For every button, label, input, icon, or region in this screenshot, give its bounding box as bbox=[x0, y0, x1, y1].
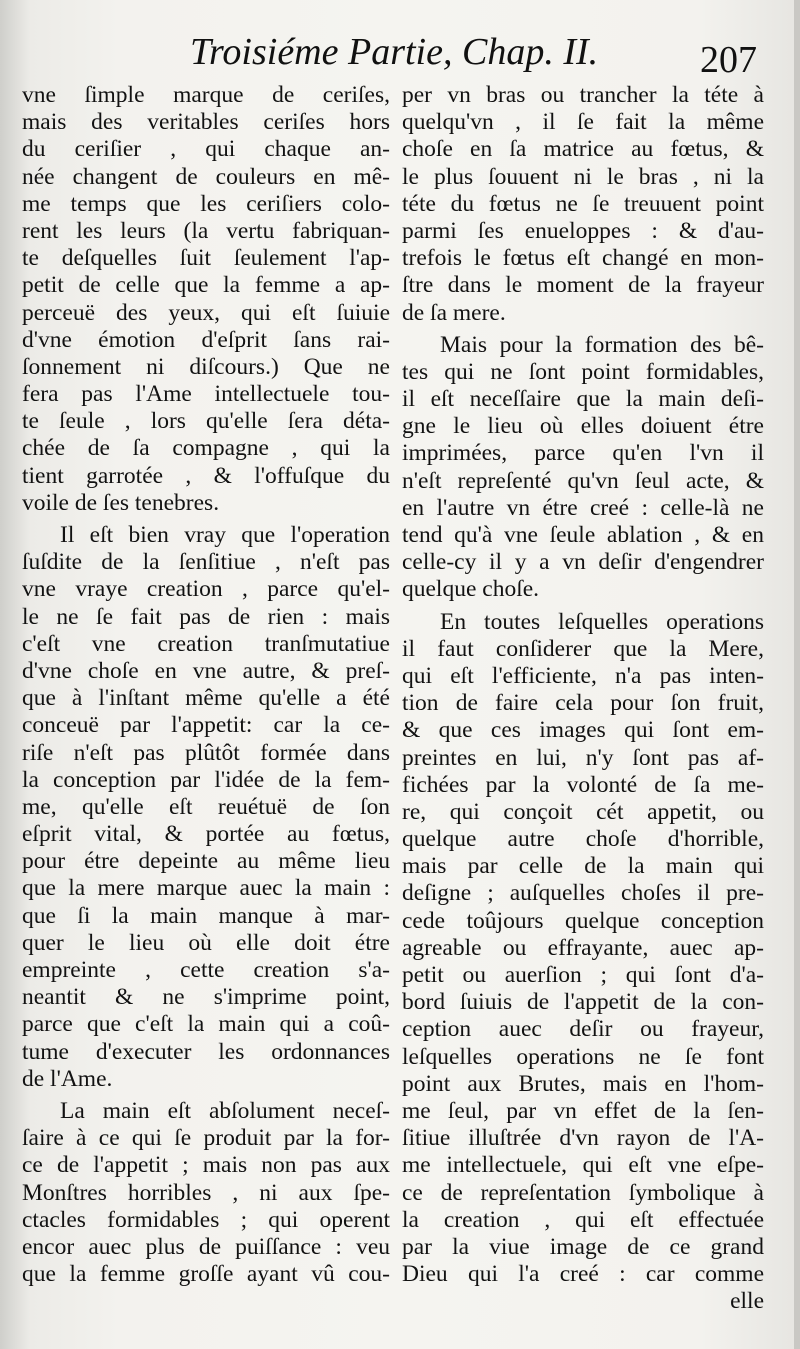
text-line: que à l'inſtant même qu'elle a été bbox=[22, 685, 390, 712]
text-line: gne le lieu où elles doiuent étre bbox=[402, 413, 764, 440]
text-line: riſe n'eſt pas plûtôt formée dans bbox=[22, 739, 390, 766]
text-line: me ſeul, par vn effet de la ſen- bbox=[402, 1097, 764, 1124]
text-line: encor auec plus de puiſſance : veu bbox=[22, 1233, 390, 1260]
right-column bbox=[402, 82, 764, 1315]
text-line: ſaire à ce qui ſe produit par la for- bbox=[22, 1125, 390, 1152]
text-line: ce de l'appetit ; mais non pas aux bbox=[22, 1152, 390, 1179]
text-line: voile de ſes tenebres. bbox=[22, 489, 220, 516]
text-line: ſonnement ni diſcours.) Que ne bbox=[22, 353, 390, 380]
text-line: petit de celle que la femme a ap- bbox=[22, 272, 390, 299]
text-line: me intellectuele, qui eſt vne eſpe- bbox=[402, 1152, 764, 1179]
text-line: re, qui conçoit cét appetit, ou bbox=[402, 798, 764, 825]
text-line: d'vne choſe en vne autre, & preſ- bbox=[22, 657, 390, 684]
page-edge bbox=[794, 0, 800, 1349]
text-line: ception auec deſir ou frayeur, bbox=[402, 1016, 764, 1043]
running-title: Troisiéme Partie, Chap. II. bbox=[190, 31, 599, 73]
text-line: fera pas l'Ame intellectuele tou- bbox=[22, 381, 390, 408]
text-line: trefois le fœtus eſt changé en mon- bbox=[402, 245, 764, 272]
text-line: que la mere marque auec la main : bbox=[22, 875, 390, 902]
text-line: née changent de couleurs en mê- bbox=[22, 163, 390, 190]
text-line: bord ſuiuis de l'appetit de la con- bbox=[402, 989, 764, 1016]
text-line: il eſt neceſſaire que la main deſi- bbox=[402, 386, 764, 413]
text-line: c'eſt vne creation tranſmutatiue bbox=[22, 630, 390, 657]
text-line: par la viue image de ce grand bbox=[402, 1233, 764, 1260]
text-line: de ſa mere. bbox=[402, 299, 506, 326]
text-line: du ceriſier , qui chaque an- bbox=[22, 136, 390, 163]
text-line: cede toûjours quelque conception bbox=[402, 907, 764, 934]
catchword: elle bbox=[730, 1288, 764, 1315]
text-line: la creation , qui eſt effectuée bbox=[402, 1206, 764, 1233]
text-line: mais par celle de la main qui bbox=[402, 853, 764, 880]
text-line: il faut conſiderer que la Mere, bbox=[402, 635, 764, 662]
text-line: te deſquelles ſuit ſeulement l'ap- bbox=[22, 245, 390, 272]
text-line: que la femme groſſe ayant vû cou- bbox=[22, 1261, 390, 1288]
text-line: vne ſimple marque de ceriſes, bbox=[22, 82, 390, 108]
text-line: Il eſt bien vray que l'operation bbox=[60, 522, 390, 548]
text-line: agreable ou effrayante, auec ap- bbox=[402, 934, 764, 961]
text-line: parmi ſes enueloppes : & d'au- bbox=[402, 217, 764, 244]
text-line: quelque autre choſe d'horrible, bbox=[402, 826, 764, 853]
text-line: La main eſt abſolument neceſ- bbox=[60, 1097, 390, 1124]
text-line: perceuë des yeux, qui eſt ſuiuie bbox=[22, 299, 390, 326]
text-line: pour étre depeinte au même lieu bbox=[22, 848, 390, 875]
text-line: en l'autre vn étre creé : celle-là ne bbox=[402, 494, 764, 521]
text-line: empreinte , cette creation s'a- bbox=[22, 957, 390, 983]
text-line: le plus ſouuent ni le bras , ni la bbox=[402, 163, 764, 190]
text-line: fichées par la volonté de ſa me- bbox=[402, 771, 764, 798]
text-line: tient garrotée , & l'offuſque du bbox=[22, 462, 390, 489]
text-line: de l'Ame. bbox=[22, 1065, 113, 1092]
text-line: ſitiue illuſtrée d'vn rayon de l'A- bbox=[402, 1125, 764, 1152]
text-line: ctacles formidables ; qui operent bbox=[22, 1206, 390, 1233]
text-line: En toutes leſquelles operations bbox=[440, 608, 764, 635]
text-line: tion de faire cela pour ſon fruit, bbox=[402, 690, 764, 717]
text-line: d'vne émotion d'eſprit ſans rai- bbox=[22, 326, 390, 353]
text-line: quelque choſe. bbox=[402, 576, 540, 603]
text-line: Dieu qui l'a creé : car comme bbox=[402, 1261, 764, 1288]
text-line: chée de ſa compagne , qui la bbox=[22, 435, 390, 462]
text-line: point aux Brutes, mais en l'hom- bbox=[402, 1070, 764, 1097]
text-line: te ſeule , lors qu'elle ſera déta- bbox=[22, 408, 390, 435]
text-line: quer le lieu où elle doit étre bbox=[22, 929, 390, 956]
text-line: ſtre dans le moment de la frayeur bbox=[402, 272, 764, 299]
text-line: petit ou auerſion ; qui ſont d'a- bbox=[402, 962, 764, 988]
text-line: Monſtres horribles , ni aux ſpe- bbox=[22, 1179, 390, 1206]
text-line: mais des veritables ceriſes hors bbox=[22, 109, 390, 136]
text-line: ce de repreſentation ſymbolique à bbox=[402, 1179, 764, 1206]
text-line: téte du fœtus ne ſe treuuent point bbox=[402, 190, 764, 217]
text-line: que ſi la main manque à mar- bbox=[22, 902, 390, 929]
text-line: la conception par l'idée de la fem- bbox=[22, 766, 390, 793]
page-number: 207 bbox=[700, 39, 757, 81]
text-line: neantit & ne s'imprime point, bbox=[22, 984, 390, 1011]
text-line: quelqu'vn , il ſe fait la même bbox=[402, 109, 764, 136]
text-line: & que ces images qui ſont em- bbox=[402, 717, 764, 744]
page-header bbox=[0, 26, 800, 86]
text-line: per vn bras ou trancher la téte à bbox=[402, 82, 764, 108]
text-line: choſe en ſa matrice au fœtus, & bbox=[402, 136, 764, 163]
text-line: deſigne ; auſquelles choſes il pre- bbox=[402, 880, 764, 907]
text-line: preintes en lui, n'y ſont pas af- bbox=[402, 744, 764, 771]
text-line: le ne ſe fait pas de rien : mais bbox=[22, 603, 390, 630]
text-line: conceuë par l'appetit: car la ce- bbox=[22, 712, 390, 739]
text-line: eſprit vital, & portée au fœtus, bbox=[22, 821, 390, 848]
text-line: tend qu'à vne ſeule ablation , & en bbox=[402, 522, 764, 548]
text-line: parce que c'eſt la main qui a coû- bbox=[22, 1011, 390, 1038]
text-line: me temps que les ceriſiers colo- bbox=[22, 190, 390, 217]
text-line: Mais pour la formation des bê- bbox=[440, 331, 764, 358]
text-line: imprimées, parce qu'en l'vn il bbox=[402, 440, 764, 467]
text-line: qui eſt l'efficiente, n'a pas inten- bbox=[402, 662, 764, 689]
text-line: n'eſt repreſenté qu'vn ſeul acte, & bbox=[402, 467, 764, 494]
text-line: leſquelles operations ne ſe font bbox=[402, 1043, 764, 1070]
text-line: celle-cy il y a vn deſir d'engendrer bbox=[402, 549, 764, 576]
text-line: ſuſdite de la ſenſitiue , n'eſt pas bbox=[22, 549, 390, 576]
text-line: tes qui ne ſont point formidables, bbox=[402, 358, 764, 385]
left-column bbox=[22, 82, 390, 1288]
text-line: me, qu'elle eſt reuétuë de ſon bbox=[22, 793, 390, 820]
text-line: vne vraye creation , parce qu'el- bbox=[22, 576, 390, 603]
text-line: tume d'executer les ordonnances bbox=[22, 1038, 390, 1065]
text-line: rent les leurs (la vertu fabriquan- bbox=[22, 217, 390, 244]
